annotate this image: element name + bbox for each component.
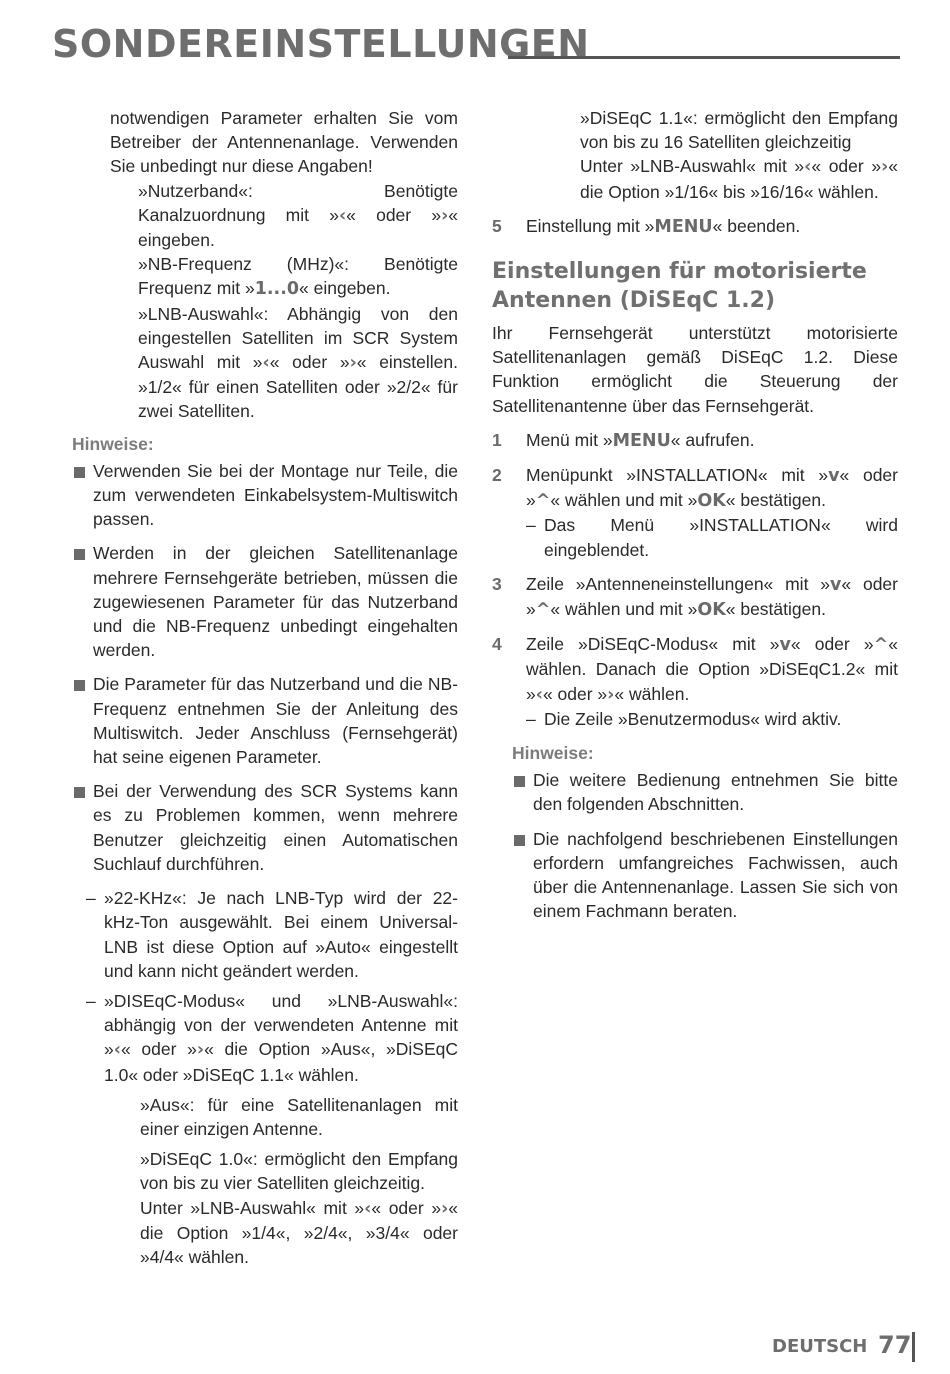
nutzerband-text: »Nutzerband«: Benötigte Kanalzuordnung mit »‹« oder »›« eingeben. xyxy=(138,180,459,251)
arrow-up-icon: ^ xyxy=(535,600,551,621)
arrow-right-icon: › xyxy=(607,684,615,705)
khz-option: – »22-KHz«: Je nach LNB-Typ wird der 22-kHz-Ton ausgewählt. Bei einem Universal-LNB ist diese Option auf »Auto« eingestellt und kann nicht geändert werden. xyxy=(72,886,458,983)
ok-key-label: OK xyxy=(697,491,726,512)
arrow-right-icon: › xyxy=(349,353,357,374)
hints-heading: Hinweise: xyxy=(72,433,154,454)
hints-block xyxy=(512,741,898,923)
step-number: 2 xyxy=(492,465,502,486)
step-result: – Die Zeile »Benutzermodus« wird aktiv. xyxy=(526,707,898,731)
step-number: 1 xyxy=(492,429,502,450)
hint-item: Die weitere Bedienung entnehmen Sie bitte den folgenden Abschnitten. xyxy=(512,768,898,816)
number-keys-label: 1...0 xyxy=(254,279,300,300)
arrow-left-icon: ‹ xyxy=(113,1040,121,1061)
header-rule xyxy=(508,56,900,59)
step-number: 5 xyxy=(492,215,502,236)
section-intro: Ihr Fernsehgerät unterstützt motorisierte Satellitenanlagen gemäß DiSEqC 1.2. Diese Funktion ermöglicht die Steuerung der Satellitenantenne über das Fernsehgerät. xyxy=(492,323,898,416)
ok-key-label: OK xyxy=(697,600,726,621)
arrow-left-icon: ‹ xyxy=(535,684,543,705)
diseqc11-option: »DiSEqC 1.1«: ermöglicht den Empfang von bis zu 16 Satelliten gleichzeitig xyxy=(580,108,898,153)
hint-item: Die Parameter für das Nutzerband und die NB-Frequenz entnehmen Sie der Anleitung des Multiswitch. Jeder Anschluss (Fernsehgerät) hat seine eigenen Parameter. xyxy=(72,672,458,769)
step-number: 4 xyxy=(492,634,502,655)
step-5: 5 Einstellung mit »MENU« beenden. xyxy=(492,215,801,237)
arrow-right-icon: › xyxy=(196,1040,205,1061)
arrow-right-icon: › xyxy=(441,205,449,226)
menu-key-label: MENU xyxy=(612,430,671,451)
step-1: 1 Menü mit »MENU« aufrufen. xyxy=(492,429,755,451)
arrow-right-icon: › xyxy=(881,157,889,178)
diseqc10-option: »DiSEqC 1.0«: ermöglicht den Empfang von bis zu vier Satelliten gleichzeitig. xyxy=(140,1149,458,1194)
intro-paragraph: notwendigen Parameter erhalten Sie vom Betreiber der Antennenanlage. Verwenden Sie unbedingt nur diese Angaben! xyxy=(110,108,458,177)
arrow-up-icon: ^ xyxy=(535,491,551,512)
footer-language: DEUTSCH xyxy=(772,1336,868,1357)
page-footer xyxy=(772,1330,918,1364)
hints-heading: Hinweise: xyxy=(512,743,594,764)
left-column xyxy=(72,106,458,1269)
arrow-right-icon: › xyxy=(441,1198,449,1219)
menu-key-label: MENU xyxy=(654,216,713,237)
arrow-left-icon: ‹ xyxy=(804,157,812,178)
step-number: 3 xyxy=(492,573,502,594)
lnb-auswahl-text: »LNB-Auswahl«: Abhängig von den eingestellen Satelliten im SCR System Auswahl mit »‹« oder »›« einstellen. »1/2« für einen Satelliten oder »2/2« für zwei Satelliten. xyxy=(138,303,458,422)
step-2: 2 Menüpunkt »INSTALLATION« mit »v« oder »^« wählen und mit »OK« bestätigen. – Das Menü »INSTALLATION« wird eingeblendet. xyxy=(492,463,898,562)
lnb-quad-text: Unter »LNB-Auswahl« mit »‹« oder »›« die Option »1/4«, »2/4«, »3/4« oder »4/4« wählen. xyxy=(140,1197,459,1267)
step-result: – Das Menü »INSTALLATION« wird eingeblendet. xyxy=(526,513,898,561)
arrow-left-icon: ‹ xyxy=(364,1198,372,1219)
lnb-sixteen-text: Unter »LNB-Auswahl« mit »‹« oder »›« die Option »1/16« bis »16/16« wählen. xyxy=(580,156,899,202)
right-column xyxy=(492,106,898,933)
page-header xyxy=(52,22,900,66)
arrow-down-icon: v xyxy=(828,466,840,487)
hint-item: Werden in der gleichen Satellitenanlage mehrere Fernsehgeräte betrieben, müssen die zugewiesenen Parameter für das Nutzerband und die NB-Frequenz unbedingt eingehalten werden. xyxy=(72,541,458,662)
hint-item: Die nachfolgend beschriebenen Einstellungen erfordern umfangreiches Fachwissen, auch über die Antennenanlage. Lassen Sie sich von einem Fachmann beraten. xyxy=(512,827,898,924)
arrow-left-icon: ‹ xyxy=(338,205,347,226)
hint-item: Bei der Verwendung des SCR Systems kann es zu Problemen kommen, wenn mehrere Benutzer gleichzeitig einen Automatischen Suchlauf durchführen. xyxy=(72,779,458,876)
aus-option: »Aus«: für eine Satellitenanlagen mit einer einzigen Antenne. xyxy=(140,1094,458,1139)
nb-frequenz-text: »NB-Frequenz (MHz)«: Benötigte Frequenz mit »1...0« eingeben. xyxy=(138,254,458,300)
footer-rule xyxy=(912,1332,915,1362)
page-title: SONDEREINSTELLUNGEN xyxy=(52,22,590,66)
step-3: 3 Zeile »Antenneneinstellungen« mit »v« oder »^« wählen und mit »OK« bestätigen. xyxy=(492,573,898,621)
arrow-up-icon: ^ xyxy=(873,635,889,656)
page-number: 77 xyxy=(878,1331,912,1359)
diseqc-modus-option: – »DISEqC-Modus« und »LNB-Auswahl«: abhängig von der verwendeten Antenne mit »‹« oder »›« die Option »Aus«, »DiSEqC 1.0« oder »DiSEqC 1.1« wählen. xyxy=(72,989,458,1087)
arrow-down-icon: v xyxy=(829,574,842,595)
step-4: 4 Zeile »DiSEqC-Modus« mit »v« oder »^« wählen. Danach die Option »DiSEqC1.2« mit »‹« oder »›« wählen. – Die Zeile »Benutzermodus« wird aktiv. xyxy=(492,632,898,731)
arrow-left-icon: ‹ xyxy=(262,353,270,374)
section-title: Einstellungen für motorisierte Antennen (DiSEqC 1.2) xyxy=(492,259,867,314)
arrow-down-icon: v xyxy=(779,635,791,656)
hint-item: Verwenden Sie bei der Montage nur Teile, die zum verwendeten Einkabelsystem-Multiswitch passen. xyxy=(72,459,458,532)
